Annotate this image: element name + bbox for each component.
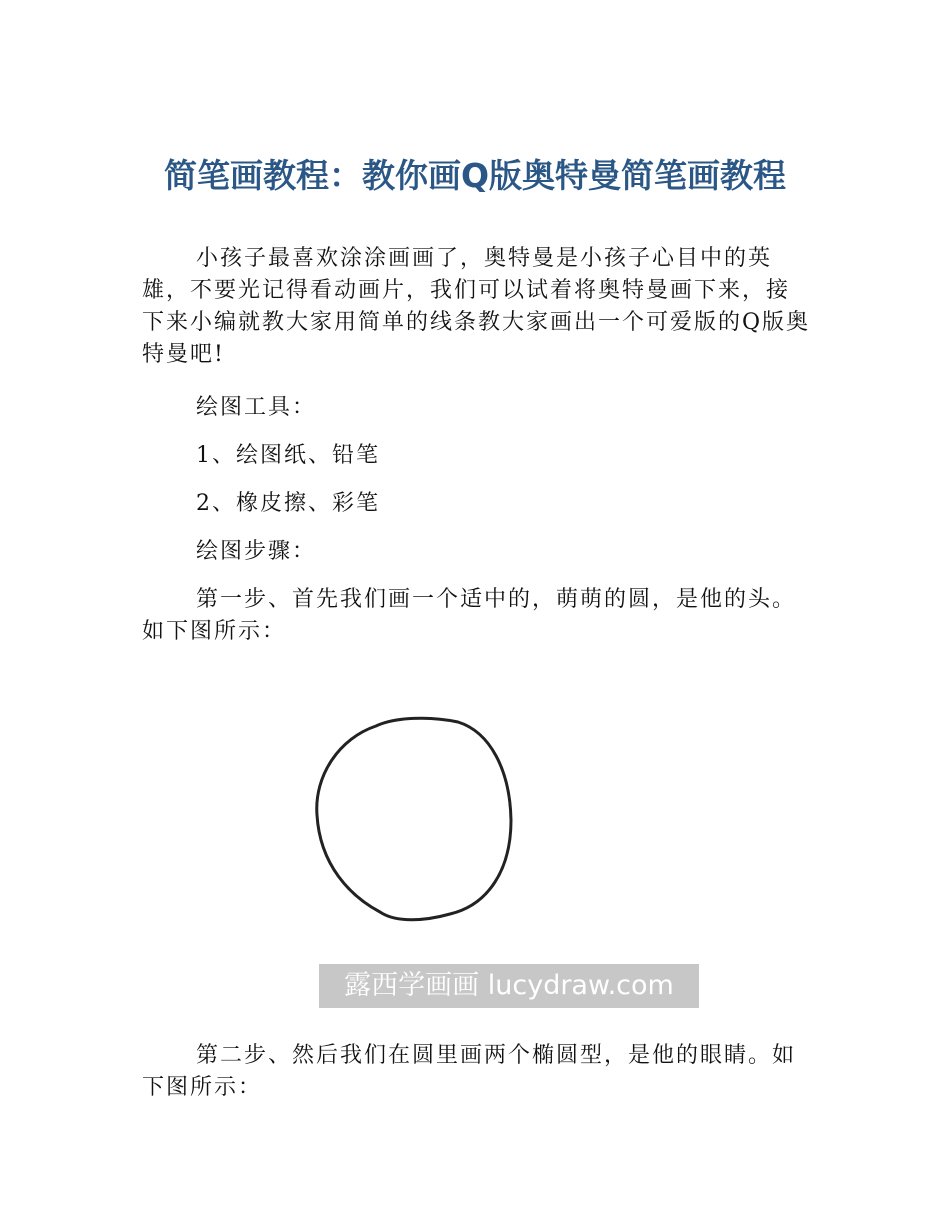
steps-heading: 绘图步骤： xyxy=(196,539,317,564)
intro-paragraph: 小孩子最喜欢涂涂画画了，奥特曼是小孩子心目中的英雄，不要光记得看动画片，我们可以试着将奥特曼画下来，接下来小编就教大家用简单的线条教大家画出一个可爱版的Q版奥特曼吧! xyxy=(142,246,811,367)
tool-item-1: 1、绘图纸、铅笔 xyxy=(196,443,380,468)
tool-item-2: 2、橡皮擦、彩笔 xyxy=(196,491,380,516)
step-2-paragraph: 第二步、然后我们在圆里画两个椭圆型，是他的眼睛。如下图所示： xyxy=(142,1043,797,1100)
article-title: 简笔画教程：教你画Q版奥特曼简笔画教程 xyxy=(163,156,787,195)
tools-heading: 绘图工具： xyxy=(196,395,317,420)
watermark: 露西学画画 lucydraw.com xyxy=(319,964,699,1008)
head-circle-stroke xyxy=(317,718,511,920)
step-1-paragraph: 第一步、首先我们画一个适中的，萌萌的圆，是他的头。如下图所示： xyxy=(142,587,797,644)
